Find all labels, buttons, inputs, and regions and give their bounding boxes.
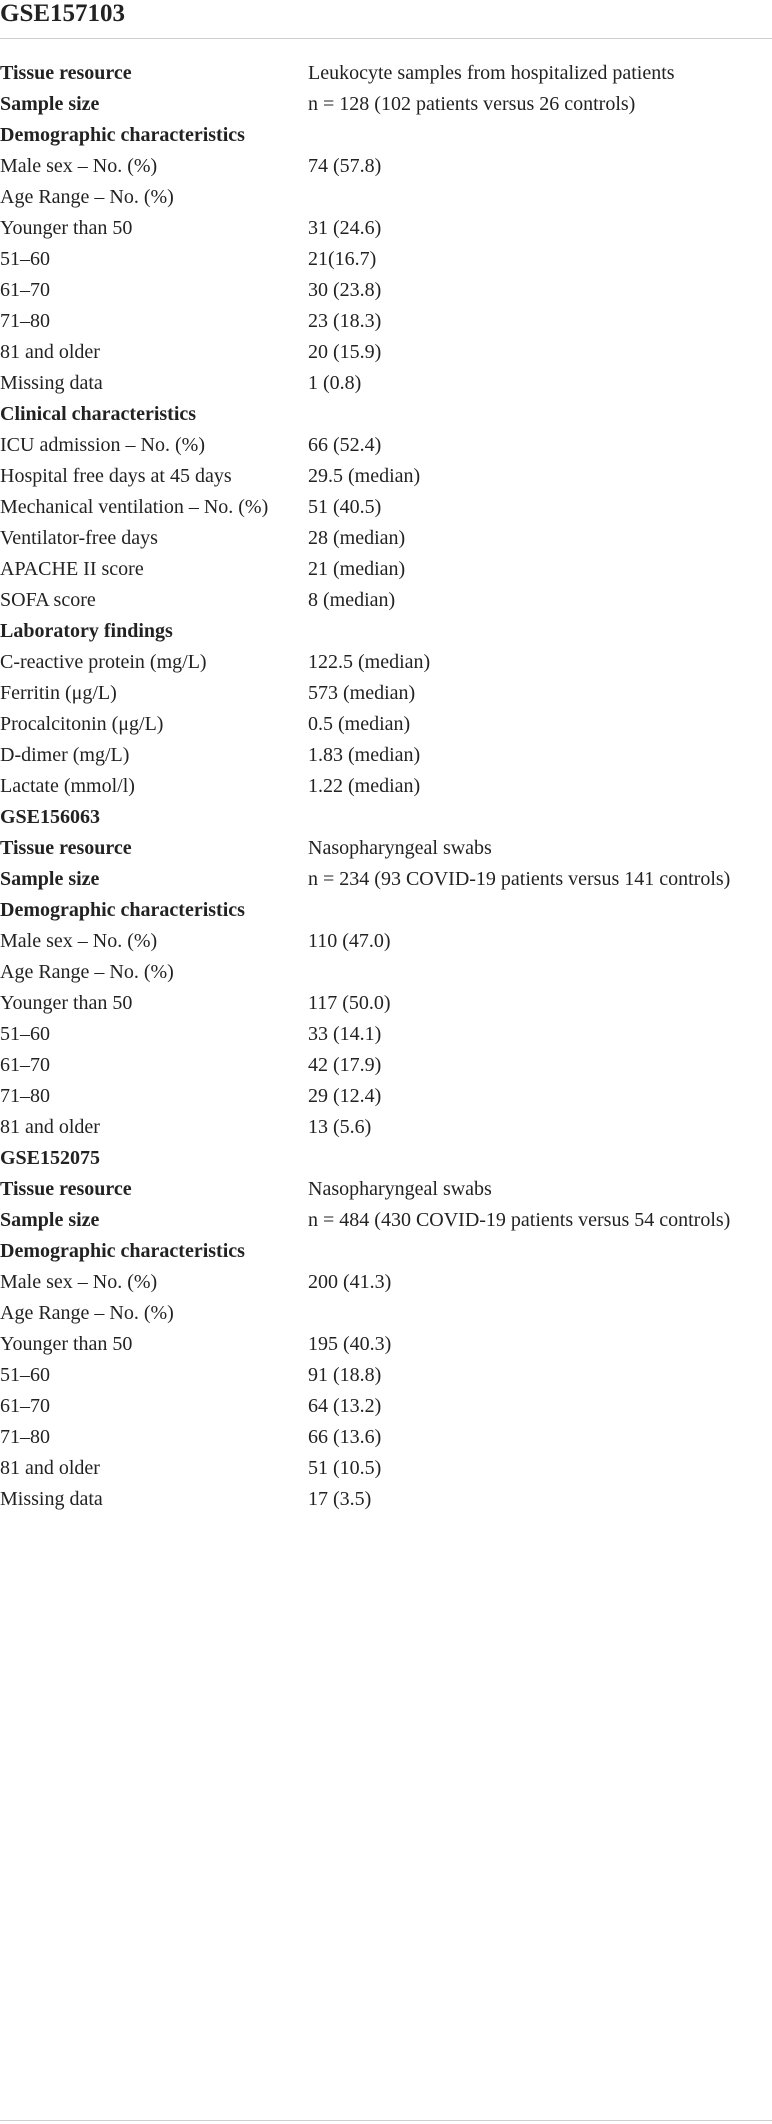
row-value: 1.83 (median) [308, 744, 421, 766]
bottom-rule [0, 2120, 772, 2121]
table-row [0, 647, 772, 678]
table-row [0, 1391, 772, 1422]
row-value: 8 (median) [308, 589, 396, 611]
row-value: Nasopharyngeal swabs [308, 837, 492, 859]
table-row [0, 244, 772, 275]
row-value: 20 (15.9) [308, 341, 382, 363]
row-label: Mechanical ventilation – No. (%) [0, 496, 269, 518]
table-row [0, 1453, 772, 1484]
table-row [0, 1112, 772, 1143]
table-row [0, 275, 772, 306]
table-row [0, 554, 772, 585]
row-label: Sample size [0, 868, 100, 890]
table-row [0, 1329, 772, 1360]
row-value: 29 (12.4) [308, 1085, 382, 1107]
table-row [0, 1019, 772, 1050]
table-row [0, 1050, 772, 1081]
table-row [0, 678, 772, 709]
table-row [0, 1267, 772, 1298]
table-row [0, 833, 772, 864]
table-row [0, 461, 772, 492]
table-title: GSE157103 [0, 0, 126, 27]
row-value: 30 (23.8) [308, 279, 382, 301]
row-label: 51–60 [0, 1023, 50, 1045]
row-label: C-reactive protein (mg/L) [0, 651, 207, 673]
row-label: GSE152075 [0, 1147, 101, 1169]
table-row [0, 616, 772, 647]
row-label: Age Range – No. (%) [0, 961, 174, 983]
table-row [0, 368, 772, 399]
row-label: Lactate (mmol/l) [0, 775, 135, 797]
row-label: 61–70 [0, 1395, 50, 1417]
table-row [0, 1143, 772, 1174]
row-value: 13 (5.6) [308, 1116, 372, 1138]
row-label: Demographic characteristics [0, 124, 245, 146]
table-row [0, 895, 772, 926]
table-row [0, 58, 772, 89]
row-value: 23 (18.3) [308, 310, 382, 332]
row-label: Age Range – No. (%) [0, 1302, 174, 1324]
table-row [0, 771, 772, 802]
row-label: Tissue resource [0, 62, 132, 84]
row-value: 31 (24.6) [308, 217, 382, 239]
table-row [0, 585, 772, 616]
row-label: Male sex – No. (%) [0, 1271, 158, 1293]
row-label: 81 and older [0, 1116, 100, 1138]
table-row [0, 957, 772, 988]
row-label: Hospital free days at 45 days [0, 465, 232, 487]
table-row [0, 802, 772, 833]
table-row [0, 709, 772, 740]
row-value: 21 (median) [308, 558, 406, 580]
table-row [0, 1360, 772, 1391]
row-value: n = 128 (102 patients versus 26 controls) [308, 93, 636, 115]
row-label: Age Range – No. (%) [0, 186, 174, 208]
row-label: SOFA score [0, 589, 96, 611]
row-label: Clinical characteristics [0, 403, 197, 425]
table-row [0, 1205, 772, 1236]
table-row [0, 337, 772, 368]
row-label: Missing data [0, 372, 103, 394]
table-body [0, 39, 772, 1515]
row-value: 122.5 (median) [308, 651, 431, 673]
row-value: 117 (50.0) [308, 992, 391, 1014]
row-value: Leukocyte samples from hospitalized patients [308, 62, 675, 84]
row-label: 71–80 [0, 1426, 50, 1448]
row-label: Laboratory findings [0, 620, 173, 642]
table-row [0, 213, 772, 244]
row-label: ICU admission – No. (%) [0, 434, 205, 456]
row-value: 0.5 (median) [308, 713, 411, 735]
row-label: Demographic characteristics [0, 1240, 245, 1262]
table-row [0, 120, 772, 151]
row-label: 51–60 [0, 1364, 50, 1386]
row-label: Younger than 50 [0, 217, 133, 239]
row-value: 42 (17.9) [308, 1054, 382, 1076]
row-label: Demographic characteristics [0, 899, 245, 921]
row-label: 71–80 [0, 1085, 50, 1107]
table-row [0, 988, 772, 1019]
row-label: Younger than 50 [0, 1333, 133, 1355]
row-label: 81 and older [0, 1457, 100, 1479]
row-value: 195 (40.3) [308, 1333, 392, 1355]
row-value: 21(16.7) [308, 248, 377, 270]
row-label: 61–70 [0, 1054, 50, 1076]
row-label: Missing data [0, 1488, 103, 1510]
row-label: Younger than 50 [0, 992, 133, 1014]
table-row [0, 182, 772, 213]
row-value: 110 (47.0) [308, 930, 391, 952]
table-row [0, 430, 772, 461]
row-label: D-dimer (mg/L) [0, 744, 130, 766]
table-row [0, 1174, 772, 1205]
table-row [0, 1081, 772, 1112]
table-row [0, 1484, 772, 1515]
row-value: 64 (13.2) [308, 1395, 382, 1417]
row-label: Male sex – No. (%) [0, 930, 158, 952]
row-value: 66 (13.6) [308, 1426, 382, 1448]
row-value: 200 (41.3) [308, 1271, 392, 1293]
row-label: Ferritin (μg/L) [0, 682, 117, 704]
row-value: n = 484 (430 COVID-19 patients versus 54 controls) [308, 1209, 731, 1231]
row-value: 29.5 (median) [308, 465, 421, 487]
row-value: 51 (10.5) [308, 1457, 382, 1479]
row-label: Ventilator-free days [0, 527, 158, 549]
table-row [0, 1422, 772, 1453]
table-row [0, 740, 772, 771]
row-value: 91 (18.8) [308, 1364, 382, 1386]
row-label: 61–70 [0, 279, 50, 301]
table-row [0, 1236, 772, 1267]
row-label: Male sex – No. (%) [0, 155, 158, 177]
row-value: Nasopharyngeal swabs [308, 1178, 492, 1200]
row-label: Sample size [0, 93, 100, 115]
row-label: 71–80 [0, 310, 50, 332]
row-value: 17 (3.5) [308, 1488, 372, 1510]
table-row [0, 864, 772, 895]
table-row [0, 1298, 772, 1329]
row-label: Sample size [0, 1209, 100, 1231]
row-label: Tissue resource [0, 837, 132, 859]
row-value: 28 (median) [308, 527, 406, 549]
row-value: n = 234 (93 COVID-19 patients versus 141 controls) [308, 868, 731, 890]
table-row [0, 151, 772, 182]
table-row [0, 492, 772, 523]
row-value: 51 (40.5) [308, 496, 382, 518]
row-label: Tissue resource [0, 1178, 132, 1200]
table-row [0, 399, 772, 430]
row-value: 1 (0.8) [308, 372, 362, 394]
row-label: Procalcitonin (μg/L) [0, 713, 164, 735]
row-label: 81 and older [0, 341, 100, 363]
table-row [0, 926, 772, 957]
row-label: GSE156063 [0, 806, 101, 828]
row-label: 51–60 [0, 248, 50, 270]
row-value: 66 (52.4) [308, 434, 382, 456]
row-value: 1.22 (median) [308, 775, 421, 797]
row-value: 74 (57.8) [308, 155, 382, 177]
row-value: 33 (14.1) [308, 1023, 382, 1045]
row-value: 573 (median) [308, 682, 416, 704]
table-row [0, 89, 772, 120]
row-label: APACHE II score [0, 558, 144, 580]
table-row [0, 523, 772, 554]
table-row [0, 306, 772, 337]
